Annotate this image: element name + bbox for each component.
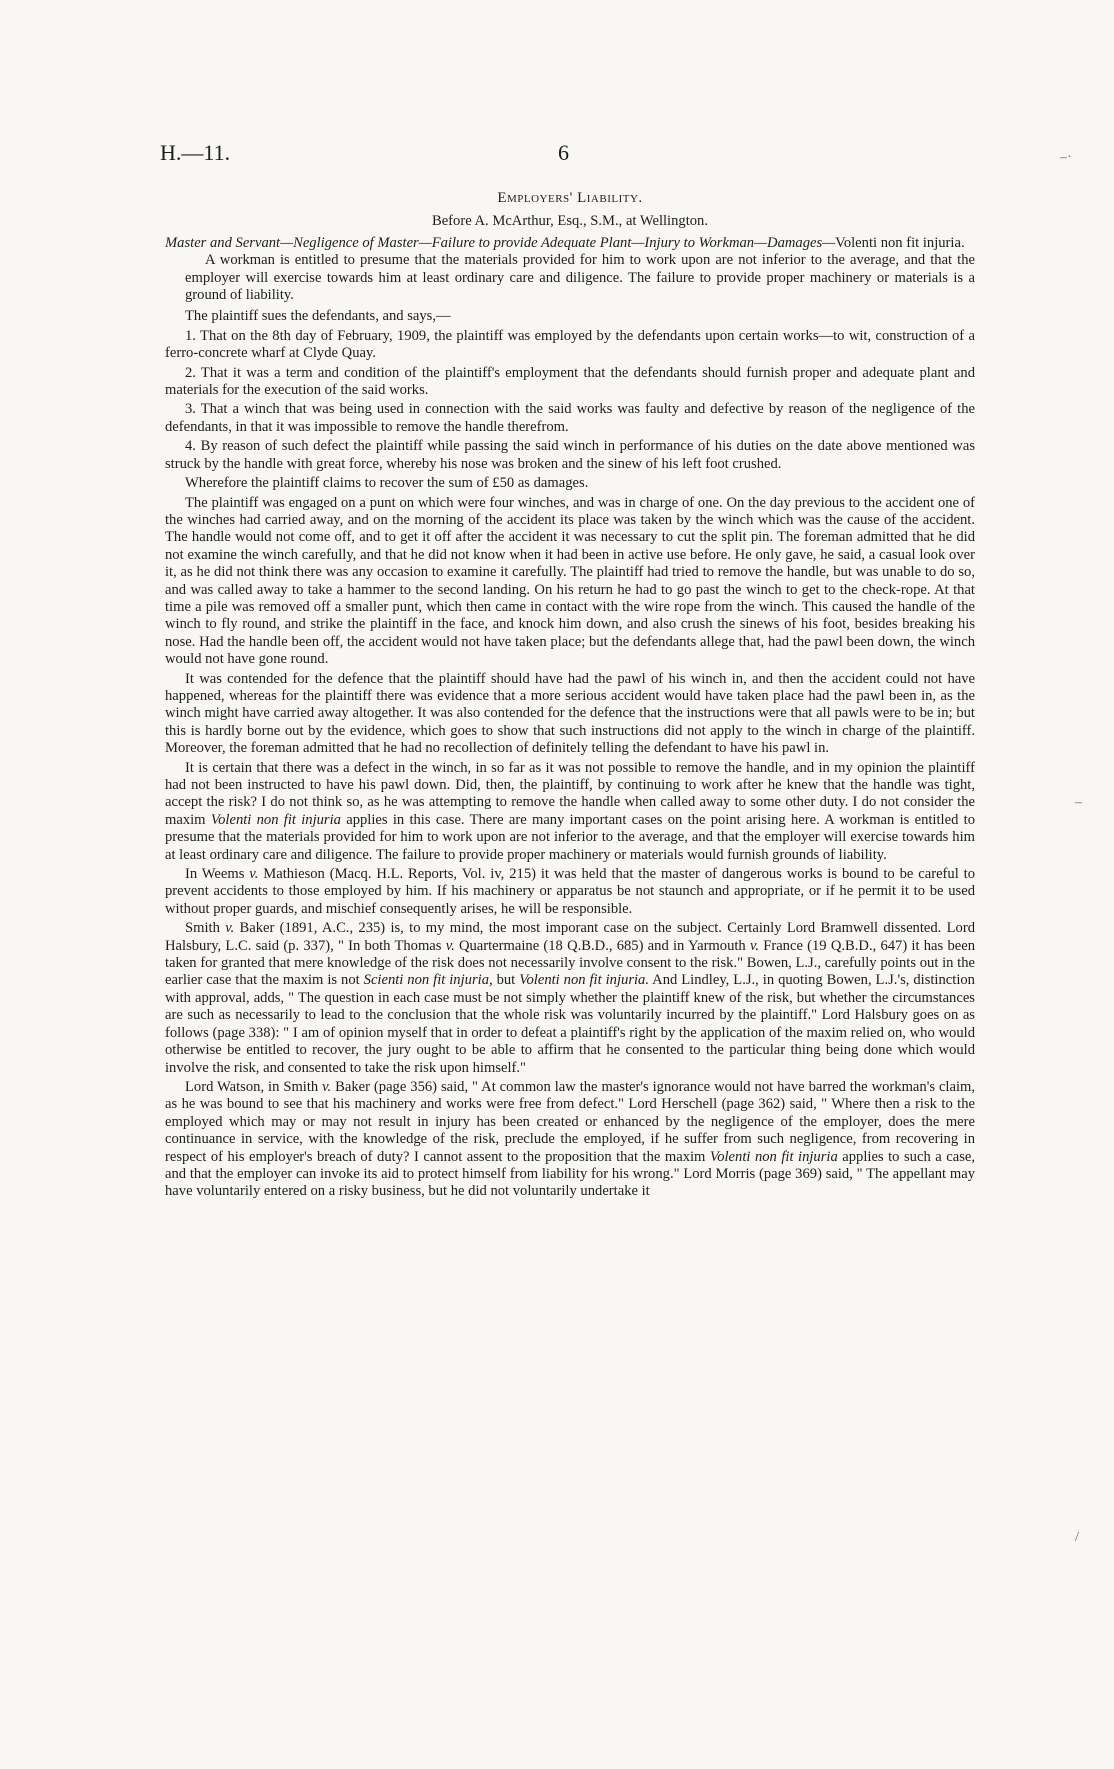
italic-versus: v. — [249, 866, 259, 883]
italic-versus: v. — [225, 920, 235, 937]
text-run: And Lindley, L.J., in quoting Bowen, L.J.'s, distinction with approval, adds, " The question in each case must be not simply whether the plaintiff knew of the risk, but whether the circumstances are such as necessarily to lead to the conclusion that the whole risk was voluntarily incurred by the plaintiff." Lord Halsbury goes on as follows (page 338): " I am of opinion myself that in order to defeat a plaintiff's right by the application of the maxim relied on, who would otherwise be entitled to recover, the jury ought to be able to affirm that he consented to the particular thing being done which would involve the risk, and consented to take the risk upon himself." — [165, 972, 975, 1076]
claim-item-3: 3. That a winch that was being used in connection with the said works was faulty and defective by reason of the negligence of the defendants, in that it was impossible to remove the handle therefrom. — [165, 401, 975, 435]
scan-mark: –· — [1060, 150, 1072, 165]
text-run: Quartermaine (18 Q.B.D., 685) and in Yarmouth — [454, 937, 750, 954]
claim-item-4: 4. By reason of such defect the plaintiff while passing the said winch in performance of his duties on the date above mentioned was struck by the handle with great force, whereby his nose was broken and the sinew of his left foot crushed. — [165, 438, 975, 472]
judgment-paragraph-4 — [165, 866, 975, 918]
headnote-maxim: Volenti non fit injuria. — [835, 234, 965, 251]
text-run: but — [492, 972, 520, 989]
claim-wherefore: Wherefore the plaintiff claims to recover the sum of £50 as damages. — [185, 475, 589, 492]
italic-versus: v. — [749, 937, 759, 954]
claim-item-1: 1. That on the 8th day of February, 1909, the plaintiff was employed by the defendants upon certain works—to wit, construction of a ferro-concrete wharf at Clyde Quay. — [165, 327, 975, 362]
court-line: Before A. McArthur, Esq., S.M., at Wellington. — [431, 213, 709, 230]
page-header — [160, 140, 1000, 170]
text-run: Smith — [185, 920, 226, 937]
text-run: In Weems — [185, 866, 250, 883]
italic-maxim: Scienti non fit injuria, — [363, 972, 493, 989]
text-run: Mathieson (Macq. H.L. Reports, Vol. iv, 215) it was held that the master of dangerous works is bound to be careful to prevent accidents to those employed by him. If his machinery or apparatus be not staunch and appropriate, or if he permit it to be used without proper guards, and mischief consequently arises, he will be responsible. — [165, 866, 976, 917]
section-title: Employers' Liability. — [497, 190, 643, 206]
page-number: 6 — [558, 140, 569, 165]
claim-item-2: 2. That it was a term and condition of the plaintiff's employment that the defendants should furnish proper and adequate plant and materials for the execution of the said works. — [165, 364, 975, 399]
italic-maxim: Volenti non fit injuria. — [519, 972, 650, 989]
text-run: It is certain that there was a defect in the winch, in so far as it was not possible to remove the handle, and in my opinion the plaintiff had not been instructed to have his pawl down. Did, then, the plaintiff, by continuing to work after he knew that the handle was tight, accept the risk? I do not think so, as he was attempting to remove the handle when called away to some other duty. I do not consider the maxim — [165, 759, 975, 828]
text-run: applies in this case. There are many important cases on the point arising here. A workman is entitled to presume that the materials provided for him to work upon are not inferior to the average, and that the employer will exercise towards him at least ordinary care and diligence. The failure to provide proper machinery or materials would furnish grounds of liability. — [165, 811, 975, 863]
judgment-paragraph-5 — [165, 920, 975, 1077]
claim-intro: The plaintiff sues the defendants, and says,— — [185, 308, 451, 325]
italic-maxim: Volenti non fit injuria — [709, 1148, 838, 1165]
text-run: France (19 Q.B.D., 647) it has been taken for granted that mere knowledge of the risk does not necessarily involve consent to the risk." Bowen, L.J., carefully points out in the earlier case that the maxim is not — [165, 937, 975, 989]
judgment-paragraph-3 — [165, 760, 975, 864]
text-run: Baker (1891, A.C., 235) is, to my mind, the most imporant case on the subject. Certainly Lord Bramwell dissented. Lord Halsbury, L.C. said (p. 337), " In both Thomas — [165, 920, 975, 954]
italic-versus: v. — [445, 937, 455, 954]
scan-mark: – — [1075, 795, 1082, 810]
text-run: applies to such a case, and that the employer can invoke its aid to protect himself from liability for his wrong." Lord Morris (page 369) said, " The appellant may have voluntarily entered on a risky business, but he did not voluntarily undertake it — [165, 1148, 975, 1200]
document-body — [165, 190, 975, 1203]
headnote-topics-text: Master and Servant—Negligence of Master—Failure to provide Adequate Plant—Injury to Workman—Damages— — [165, 234, 836, 251]
judgment-paragraph-1: The plaintiff was engaged on a punt on which were four winches, and was in charge of one. On the day previous to the accident one of the winches had carried away, and on the morning of the accident its place was taken by the winch which was the cause of the accident. The handle would not come off, and to get it off after the accident it was necessary to cut the split pin. The foreman admitted that he did not examine the winch carefully, and that he did not know when it had been in active use before. He only gave, he said, a casual look over it, as he did not think there was any occasion to examine it carefully. The plaintiff had tried to remove the handle, but was unable to do so, and was called away to take a hammer to the second landing. On his return he had to go past the winch to get to the check-rope. At that time a pile was removed off a smaller punt, which then came in contact with the wire rope from the winch. This caused the handle of the winch to fly round, and strike the plaintiff in the face, and knock him down, and also crush the sinews of his foot, besides breaking his nose. Had the handle been off, the accident would not have taken place; but the defendants allege that, had the pawl been down, the winch would not have gone round. — [165, 494, 975, 668]
document-number: H.—11. — [160, 140, 231, 165]
italic-maxim: Volenti non fit injuria — [210, 811, 341, 828]
text-run: Lord Watson, in Smith — [185, 1078, 323, 1095]
judgment-paragraph-2: It was contended for the defence that the plaintiff should have had the pawl of his winch in, and then the accident could not have happened, whereas for the plaintiff there was evidence that a more serious accident would have taken place had the pawl been in, as the winch might have carried away altogether. It was also contended for the defence that the instructions were that all pawls were to be in; but this is hardly borne out by the evidence, which goes to show that such instructions did not apply to the winch in charge of the plaintiff. Moreover, the foreman admitted that he had no recollection of definitely telling the defendant to have his pawl in. — [165, 670, 975, 757]
scan-mark: / — [1075, 1530, 1079, 1545]
judgment-paragraph-6 — [165, 1079, 975, 1201]
headnote-summary: A workman is entitled to presume that the materials provided for him to work upon are not inferior to the average, and that the employer will exercise towards him at least ordinary care and diligence. The failure to provide proper machinery or materials is a ground of liability. — [185, 252, 975, 304]
headnote-topics — [165, 235, 975, 252]
italic-versus: v. — [322, 1078, 332, 1095]
text-run: Baker (page 356) said, " At common law the master's ignorance would not have barred the workman's claim, as he was bound to see that his machinery and works were free from defect." Lord Herschell (page 362) said, " Where then a risk to the employed which may or may not result in injury has been created or enhanced by the negligence of the employer, does the mere continuance in service, with the knowledge of the risk, preclude the employed, if he suffer from such negligence, from recovering in respect of his employer's breach of duty? I cannot assent to the proposition that the maxim — [165, 1078, 976, 1165]
